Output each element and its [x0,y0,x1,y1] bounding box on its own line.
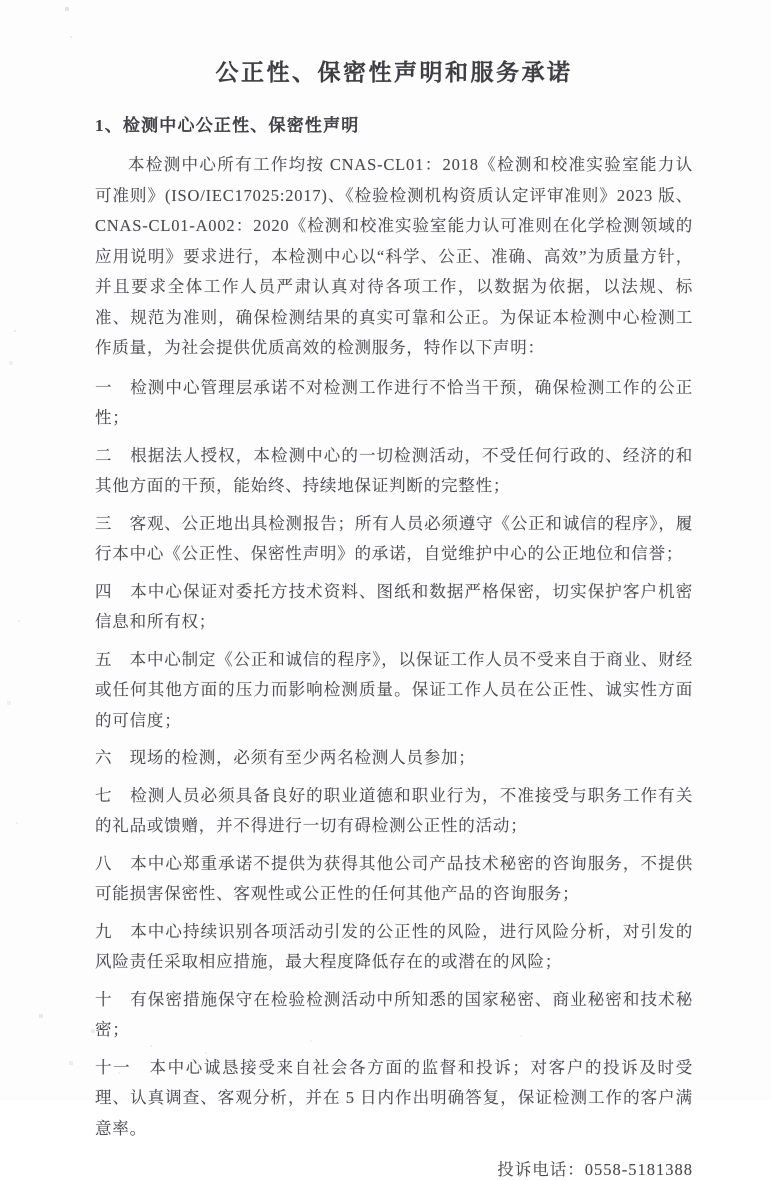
statement-item-2: 二 根据法人授权，本检测中心的一切检测活动，不受任何行政的、经济的和其他方面的干预，能始终、持续地保证判断的完整性； [95,445,693,495]
statement-item-1: 一 检测中心管理层承诺不对检测工作进行不恰当干预，确保检测工作的公正性； [95,377,693,427]
statement-item-10: 十 有保密措施保守在检验检测活动中所知悉的国家秘密、商业秘密和技术秘密； [95,989,693,1039]
section-heading: 1、检测中心公正性、保密性声明 [95,116,360,135]
complaint-hotline: 投诉电话：0558-5181388 [497,1160,693,1179]
intro-paragraph: 本检测中心所有工作均按 CNAS-CL01：2018《检测和校准实验室能力认可准则》(ISO/IEC17025:2017)、《检验检测机构资质认定评审准则》2023 版、CNAS-CL01-A002：2020《检测和校准实验室能力认可准则在化学检测领域的应用说明》要求进行，本检测中心以“科学、公正、准确、高效”为质量方针，并且要求全体工作人员严肃认真对待各项工作，以数据为依据，以法规、标准、规范为准则，确保检测结果的真实可靠和公正。为保证本检测中心检测工作质量，为社会提供优质高效的检测服务，特作以下声明： [95,155,693,357]
scan-noise-speckles [0,0,2,2]
statement-item-4: 四 本中心保证对委托方技术资料、图纸和数据严格保密，切实保护客户机密信息和所有权； [95,581,693,631]
statement-item-11: 十一 本中心诚恳接受来自社会各方面的监督和投诉；对客户的投诉及时受理、认真调查、客观分析，并在 5 日内作出明确答复，保证检测工作的客户满意率。 [95,1057,693,1138]
statement-item-3: 三 客观、公正地出具检测报告；所有人员必须遵守《公正和诚信的程序》，履行本中心《公正性、保密性声明》的承诺，自觉维护中心的公正地位和信誉； [95,513,693,563]
statement-item-8: 八 本中心郑重承诺不提供为获得其他公司产品技术秘密的咨询服务，不提供可能损害保密性、客观性或公正性的任何其他产品的咨询服务； [95,853,693,903]
statement-item-9: 九 本中心持续识别各项活动引发的公正性的风险，进行风险分析，对引发的风险责任采取相应措施，最大程度降低存在的或潜在的风险； [95,921,693,971]
statement-item-7: 七 检测人员必须具备良好的职业道德和职业行为，不准接受与职务工作有关的礼品或馈赠，并不得进行一切有碍检测公正性的活动； [95,785,693,835]
page-title: 公正性、保密性声明和服务承诺 [215,60,573,85]
statement-item-6: 六 现场的检测，必须有至少两名检测人员参加； [95,748,476,767]
statement-item-5: 五 本中心制定《公正和诚信的程序》，以保证工作人员不受来自于商业、财经或任何其他方面的压力而影响检测质量。保证工作人员在公正性、诚实性方面的可信度； [95,649,693,730]
